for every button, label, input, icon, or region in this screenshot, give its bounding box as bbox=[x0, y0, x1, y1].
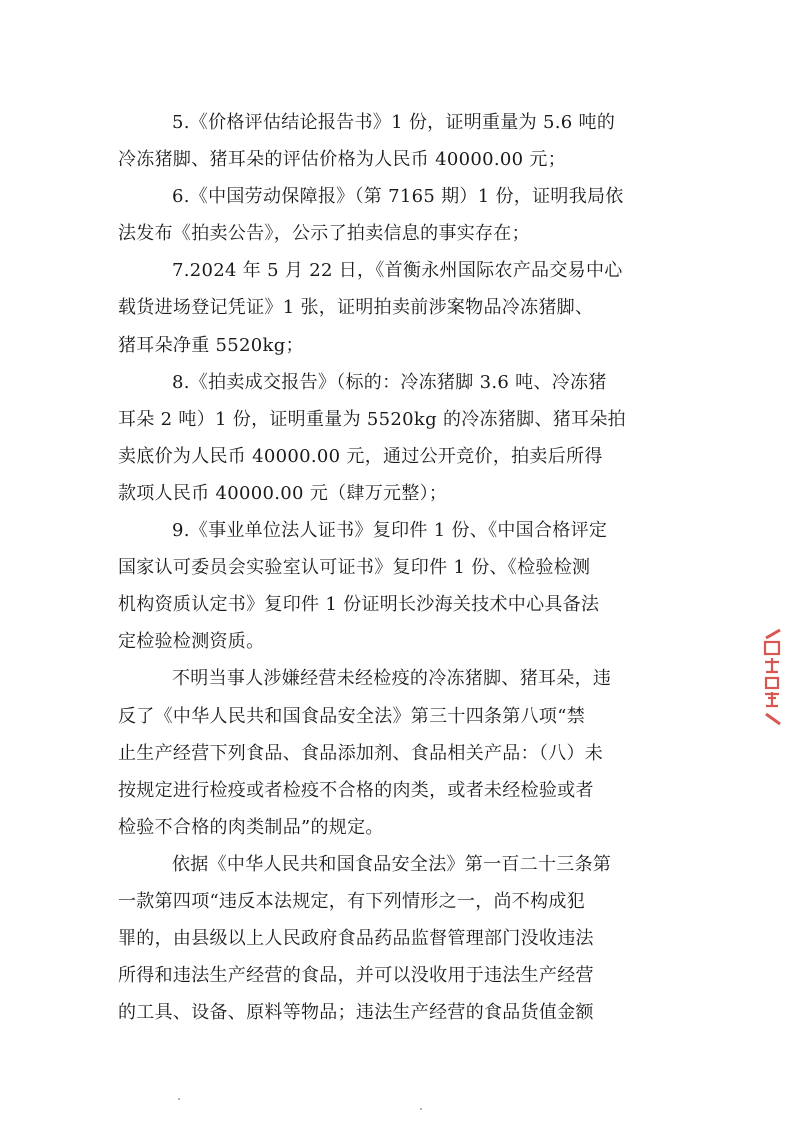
paragraph bbox=[118, 660, 690, 845]
text-line: 罪的，由县级以上人民政府食品药品监督管理部门没收违法 bbox=[118, 928, 594, 950]
document-body bbox=[118, 104, 690, 1031]
text-line: 反了《中华人民共和国食品安全法》第三十四条第八项“禁 bbox=[118, 705, 585, 727]
text-line: 所得和违法生产经营的食品，并可以没收用于违法生产经营 bbox=[118, 965, 594, 987]
text-line: 耳朵 2 吨）1 份，证明重量为 5520kg 的冷冻猪脚、猪耳朵拍 bbox=[118, 408, 626, 430]
official-seal-edge bbox=[760, 628, 786, 726]
text-line: 的工具、设备、原料等物品；违法生产经营的食品货值金额 bbox=[118, 1002, 594, 1024]
text-line: 7.2024 年 5 月 22 日，《首衡永州国际农产品交易中心 bbox=[172, 260, 623, 282]
text-line: 按规定进行检疫或者检疫不合格的肉类，或者未经检验或者 bbox=[118, 779, 594, 801]
text-line: 5.《价格评估结论报告书》1 份，证明重量为 5.6 吨的 bbox=[172, 112, 616, 133]
text-line: 冷冻猪脚、猪耳朵的评估价格为人民币 40000.00 元； bbox=[118, 149, 567, 171]
paragraph bbox=[118, 104, 690, 178]
text-line: 检验不合格的肉类制品”的规定。 bbox=[118, 816, 384, 838]
paragraph bbox=[118, 178, 690, 252]
paragraph bbox=[118, 252, 690, 363]
text-line: 卖底价为人民币 40000.00 元，通过公开竞价，拍卖后所得 bbox=[118, 445, 603, 467]
text-line: 猪耳朵净重 5520kg； bbox=[118, 334, 304, 356]
text-line: 依据《中华人民共和国食品安全法》第一百二十三条第 bbox=[172, 853, 612, 875]
text-line: 8.《拍卖成交报告》（标的：冷冻猪脚 3.6 吨、冷冻猪 bbox=[172, 371, 607, 393]
text-line: 一款第四项“违反本法规定，有下列情形之一，尚不构成犯 bbox=[118, 890, 585, 912]
text-line: 机构资质认定书》复印件 1 份证明长沙海关技术中心具备法 bbox=[118, 594, 600, 616]
paragraph bbox=[118, 364, 690, 512]
text-line: 定检验检测资质。 bbox=[118, 631, 265, 653]
paragraph bbox=[118, 846, 690, 1031]
text-line: 9.《事业单位法人证书》复印件 1 份、《中国合格评定 bbox=[172, 520, 608, 542]
text-line: 6.《中国劳动保障报》（第 7165 期）1 份，证明我局依 bbox=[172, 186, 624, 208]
scan-speck bbox=[178, 1098, 180, 1100]
seal-edge-graphic bbox=[760, 628, 786, 726]
text-line: 载货进场登记凭证》1 张，证明拍卖前涉案物品冷冻猪脚、 bbox=[118, 297, 594, 319]
text-line: 止生产经营下列食品、食品添加剂、食品相关产品：（八）未 bbox=[118, 742, 604, 764]
text-line: 法发布《拍卖公告》，公示了拍卖信息的事实存在； bbox=[118, 223, 530, 245]
scan-speck bbox=[420, 1108, 422, 1110]
paragraph bbox=[118, 512, 690, 660]
text-line: 国家认可委员会实验室认可证书》复印件 1 份、《检验检测 bbox=[118, 557, 591, 579]
text-line: 款项人民币 40000.00 元（肆万元整）； bbox=[118, 482, 448, 504]
text-line: 不明当事人涉嫌经营未经检疫的冷冻猪脚、猪耳朵，违 bbox=[172, 668, 612, 690]
